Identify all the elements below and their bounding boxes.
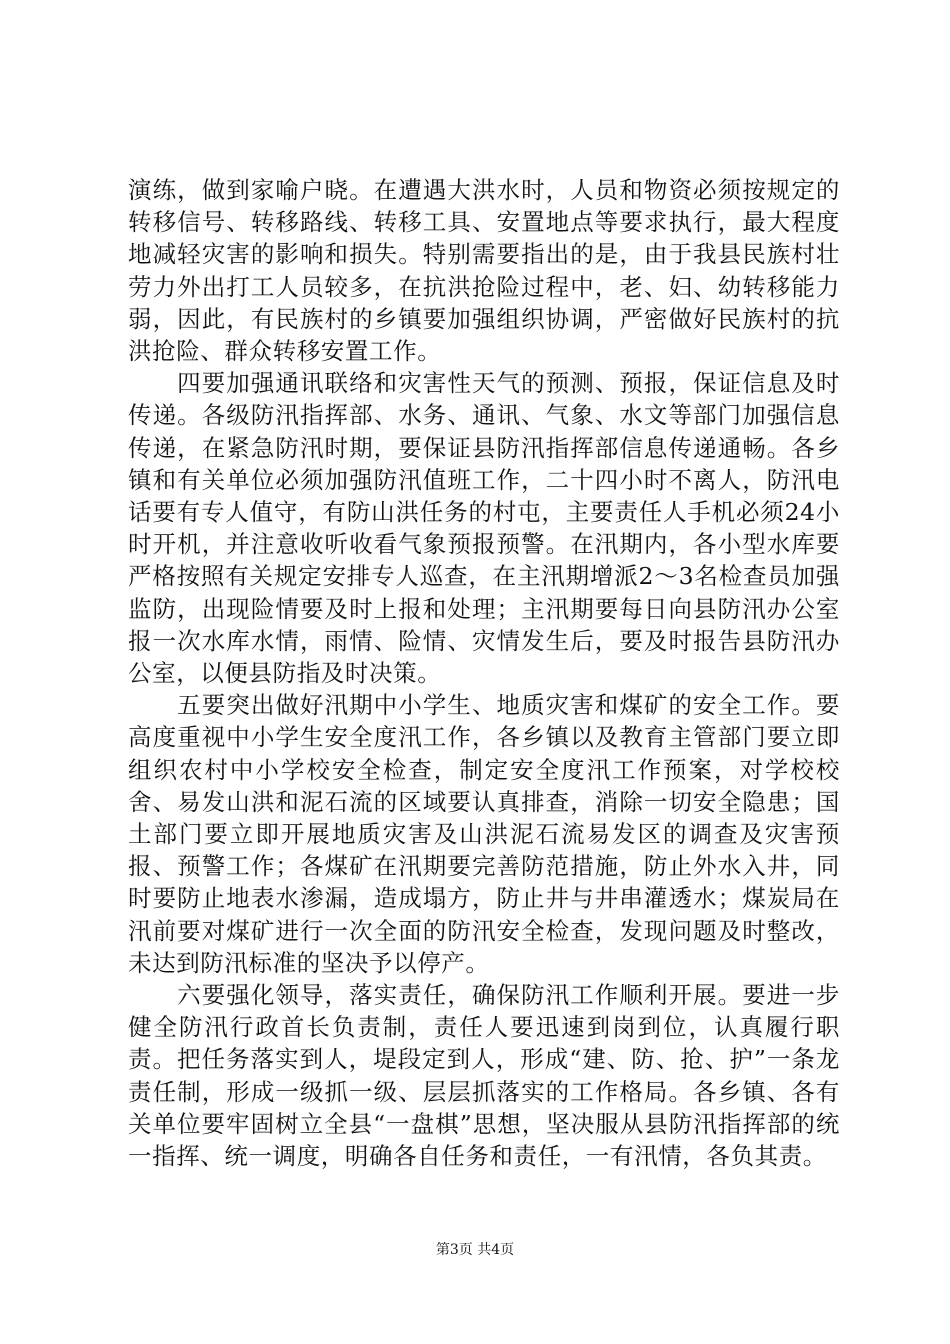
document-body: [128, 174, 840, 1172]
paragraph-item-six: 六要强化领导，落实责任，确保防汛工作顺利开展。要进一步健全防汛行政首长负责制，责任人要迅速到岗到位，认真履行职责。把任务落实到人，堤段定到人，形成“建、防、抢、护”一条龙责任制，形成一级抓一级、层层抓落实的工作格局。各乡镇、各有关单位要牢固树立全县“一盘棋”思想，坚决服从县防汛指挥部的统一指挥、统一调度，明确各自任务和责任，一有汛情，各负其责。: [128, 981, 840, 1171]
paragraph-item-four: 四要加强通讯联络和灾害性天气的预测、预报，保证信息及时传递。各级防汛指挥部、水务、通讯、气象、水文等部门加强信息传递，在紧急防汛时期，要保证县防汛指挥部信息传递通畅。各乡镇和有关单位必须加强防汛值班工作，二十四小时不离人，防汛电话要有专人值守，有防山洪任务的村屯，主要责任人手机必须24小时开机，并注意收听收看气象预报预警。在汛期内，各小型水库要严格按照有关规定安排专人巡查，在主汛期增派2～3名检查员加强监防，出现险情要及时上报和处理；主汛期要每日向县防汛办公室报一次水库水情，雨情、险情、灾情发生后，要及时报告县防汛办公室，以便县防指及时决策。: [128, 369, 840, 688]
paragraph-continued: 演练，做到家喻户晓。在遭遇大洪水时，人员和物资必须按规定的转移信号、转移路线、转移工具、安置地点等要求执行，最大程度地减轻灾害的影响和损失。特别需要指出的是，由于我县民族村壮劳力外出打工人员较多，在抗洪抢险过程中，老、妇、幼转移能力弱，因此，有民族村的乡镇要加强组织协调，严密做好民族村的抗洪抢险、群众转移安置工作。: [128, 176, 840, 366]
paragraph-item-five: 五要突出做好汛期中小学生、地质灾害和煤矿的安全工作。要高度重视中小学生安全度汛工作，各乡镇以及教育主管部门要立即组织农村中小学校安全检查，制定安全度汛工作预案，对学校校舍、易发山洪和泥石流的区域要认真排查，消除一切安全隐患；国土部门要立即开展地质灾害及山洪泥石流易发区的调查及灾害预报、预警工作；各煤矿在汛期要完善防范措施，防止外水入井，同时要防止地表水渗漏，造成塌方，防止井与井串灌透水；煤炭局在汛前要对煤矿进行一次全面的防汛安全检查，发现问题及时整改，未达到防汛标准的坚决予以停产。: [128, 691, 840, 977]
page-footer: 第3页 共4页: [435, 1242, 515, 1258]
